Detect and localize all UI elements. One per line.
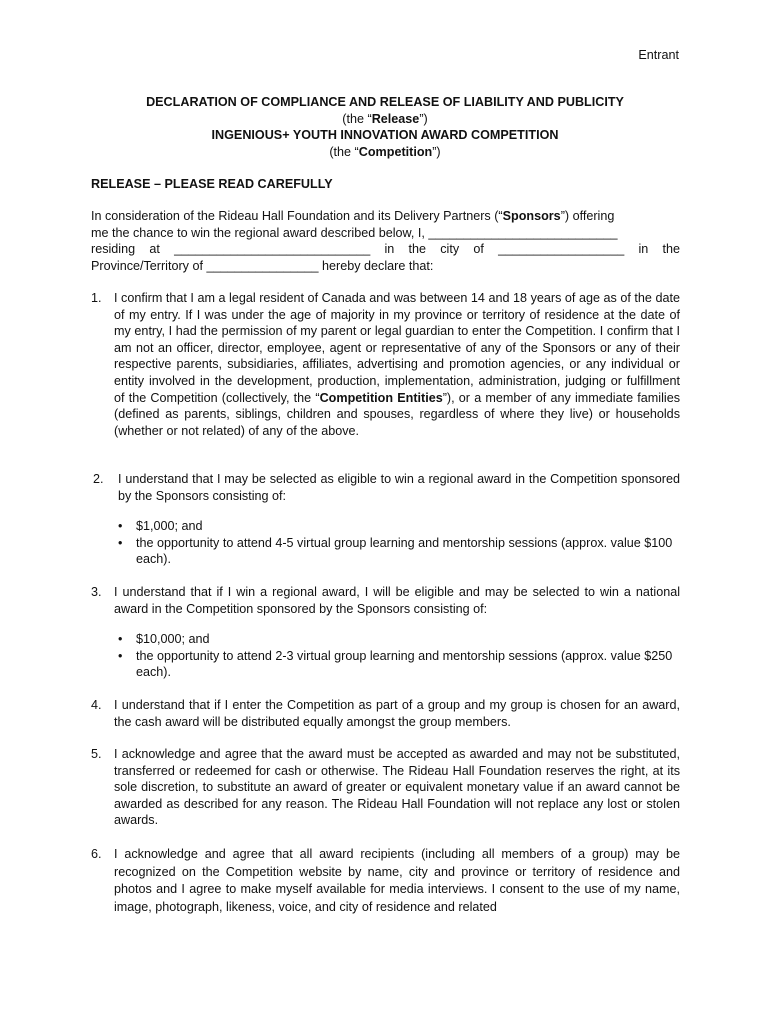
item-text: I understand that if I win a regional award, I will be eligible and may be selected to win a national award in the Competition sponsored by the Sponsors consisting of:: [114, 585, 680, 616]
list-item: 5. I acknowledge and agree that the award must be accepted as awarded and may not be substituted, transferred or redeemed for cash or otherwise. The Rideau Hall Foundation reserves the right, at its sole discretion, to substitute an award of greater or equivalent monetary value if an award cannot be awarded as described for any reason. The Rideau Hall Foundation will not replace any lost or stolen awards.: [91, 747, 680, 828]
title-line-1: DECLARATION OF COMPLIANCE AND RELEASE OF LIABILITY AND PUBLICITY: [146, 95, 624, 109]
list-item: 6. I acknowledge and agree that all award recipients (including all members of a group) may be recognized on the Competition website by name, city and province or territory of residence and photos and I agree to make myself available for media interviews. I consent to the use of my name, image, photograph, likeness, voice, and city of residence and related: [91, 846, 680, 916]
bullet-item: • the opportunity to attend 4-5 virtual group learning and mentorship sessions (approx. value $100 each).: [118, 535, 673, 567]
list-item: 2. I understand that I may be selected as eligible to win a regional award in the Competition sponsored by the Sponsors consisting of:: [93, 472, 680, 503]
item-text: I confirm that I am a legal resident of Canada and was between 14 and 18 years of age as of the date of my entry. If I was under the age of majority in my province or territory of residence at the date of my entry, I had the permission of my parent or legal guardian to enter the Competition. I confirm that I am not an officer, director, employee, agent or representative of any of the Sponsors or any of their respective parents, subsidiaries, affiliates, advertising and promotion agencies, or any individual or entity involved in the development, production, implementation, administration, judging or fulfillment of the Competition (collectively, the “Competition Entities”), or a member of any immediate families (defined as parents, siblings, children and spouses, regardless of where they live) or households (whether or not related) of any of the above.: [114, 291, 680, 438]
list-item: 4. I understand that if I enter the Competition as part of a group and my group is chosen for an award, the cash award will be distributed equally amongst the group members.: [91, 698, 680, 729]
bullet-icon: •: [118, 632, 123, 646]
item-text: I understand that if I enter the Competition as part of a group and my group is chosen for an award, the cash award will be distributed equally amongst the group members.: [114, 698, 680, 729]
bullet-icon: •: [118, 535, 123, 550]
item-text: I acknowledge and agree that all award recipients (including all members of a group) may be recognized on the Competition website by name, city and province or territory of residence and photos and I agree to make myself available for media interviews. I consent to the use of my name, image, photograph, likeness, voice, and city of residence and related: [114, 847, 680, 914]
title-line-4: (the “Competition”): [329, 144, 441, 159]
intro-line-2: me the chance to win the regional award described below, I, ___________________________: [91, 225, 618, 240]
intro-line-3: residing at ____________________________ in the city of __________________ in the: [91, 242, 680, 257]
item-text: I acknowledge and agree that the award must be accepted as awarded and may not be substituted, transferred or redeemed for cash or otherwise. The Rideau Hall Foundation reserves the right, at its sole discretion, to substitute an award of greater or equivalent monetary value if an award cannot be awarded as described for any reason. The Rideau Hall Foundation will not replace any lost or stolen awards.: [114, 747, 680, 828]
bullet-list: [118, 631, 678, 681]
bullet-list: [118, 518, 678, 568]
title-line-2: (the “Release”): [342, 111, 428, 126]
address-blank: ____________________________: [174, 242, 371, 257]
intro-line-1: In consideration of the Rideau Hall Foundation and its Delivery Partners (“Sponsors”) offering: [91, 209, 615, 223]
bullet-icon: •: [118, 648, 123, 663]
bullet-item: • the opportunity to attend 2-3 virtual group learning and mentorship sessions (approx. value $250 each).: [118, 648, 673, 680]
document-title: [90, 94, 680, 160]
bullet-item: • $10,000; and: [118, 632, 210, 646]
list-item: 1. I confirm that I am a legal resident of Canada and was between 14 and 18 years of age as of the date of my entry. If I was under the age of majority in my province or territory of residence at the date of my entry, I had the permission of my parent or legal guardian to enter the Competition. I confirm that I am not an officer, director, employee, agent or representative of any of the Sponsors or any of their respective parents, subsidiaries, affiliates, advertising and promotion agencies, or any individual or entity involved in the development, production, implementation, administration, judging or fulfillment of the Competition (collectively, the “Competition Entities”), or a member of any immediate families (defined as parents, siblings, children and spouses, regardless of where they live) or households (whether or not related) of any of the above.: [91, 291, 680, 438]
intro-paragraph: [91, 208, 680, 274]
intro-line-4: Province/Territory of ________________ hereby declare that:: [91, 258, 434, 273]
title-line-3: INGENIOUS+ YOUTH INNOVATION AWARD COMPETITION: [211, 128, 559, 143]
city-blank: __________________: [498, 242, 625, 257]
bullet-icon: •: [118, 519, 123, 533]
list-item: 3. I understand that if I win a regional award, I will be eligible and may be selected to win a national award in the Competition sponsored by the Sponsors consisting of:: [91, 585, 680, 616]
item-text: I understand that I may be selected as eligible to win a regional award in the Competition sponsored by the Sponsors consisting of:: [118, 472, 680, 503]
section-heading: RELEASE – PLEASE READ CAREFULLY: [91, 177, 333, 191]
entrant-label: Entrant: [638, 48, 679, 62]
bullet-item: • $1,000; and: [118, 519, 203, 533]
